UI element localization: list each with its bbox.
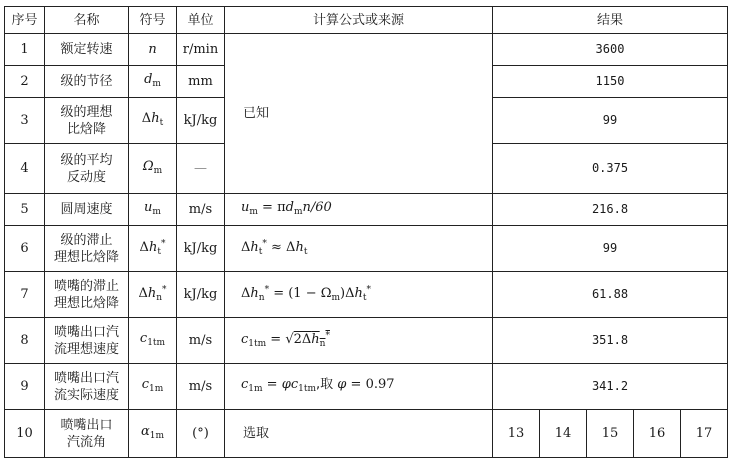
row-index: 5 [5,194,45,226]
result-option: 15 [587,410,634,458]
row-name-line2: 流理想速度 [53,341,119,357]
row-name-line2: 理想比焓降 [53,295,119,311]
row-result: 99 [493,98,728,144]
table-row [5,364,728,410]
table-row [5,410,728,458]
row-index: 6 [5,226,45,272]
table-row [5,194,728,226]
row-formula: $\Delta h_n^* = (1 - \Omega_m)\Delta h_t^*$ [225,272,493,318]
row-symbol: $u_m$ [129,194,177,226]
row-symbol: $c_{1m}$ [129,364,177,410]
row-name [45,226,129,272]
row-unit: m/s [177,194,225,226]
row-unit: (°) [177,410,225,458]
row-index: 1 [5,34,45,66]
row-name-line1: 级的滞止 [60,232,113,248]
row-result: 3600 [493,34,728,66]
row-formula: $\Delta h_t^* \approx \Delta h_t$ [225,226,493,272]
row-name-line2: 反动度 [66,169,106,185]
row-unit: kJ/kg [177,98,225,144]
row-unit: m/s [177,318,225,364]
row-name: 圆周速度 [45,194,129,226]
header-index: 序号 [5,7,45,34]
table-row [5,34,728,66]
header-result: 结果 [493,7,728,34]
header-unit: 单位 [177,7,225,34]
header-formula: 计算公式或来源 [225,7,493,34]
row-symbol: $\Delta h_t$ [129,98,177,144]
row-name-line2: 流实际速度 [53,387,119,403]
row-name [45,272,129,318]
header-name: 名称 [45,7,129,34]
row-index: 3 [5,98,45,144]
row-symbol: $\Delta h_t^*$ [129,226,177,272]
parameter-table [4,6,728,458]
row-unit: kJ/kg [177,272,225,318]
row-name-line1: 级的理想 [60,104,113,120]
row-unit: m/s [177,364,225,410]
row-name-line1: 喷嘴出口 [60,417,113,433]
row-result: 351.8 [493,318,728,364]
row-name-line2: 汽流角 [66,434,106,450]
row-symbol: $\alpha_{1m}$ [129,410,177,458]
row-name-line1: 喷嘴的滞止 [53,278,119,294]
row-symbol: n [129,34,177,66]
result-option: 13 [493,410,540,458]
row-name-line2: 比焓降 [66,121,106,137]
result-option: 17 [681,410,728,458]
row-name [45,364,129,410]
row-result: 341.2 [493,364,728,410]
row-unit: mm [177,66,225,98]
row-result: 99 [493,226,728,272]
row-result: 0.375 [493,144,728,194]
row-name: 额定转速 [45,34,129,66]
row-source: 选取 [225,410,493,458]
row-formula: $u_m = \pi d_mn/60$ [225,194,493,226]
row-formula: $c_{1tm} = √2\Delta h_n^*$ [225,318,493,364]
row-unit: — [177,144,225,194]
row-result: 1150 [493,66,728,98]
table-row [5,272,728,318]
row-name: 级的节径 [45,66,129,98]
result-option: 14 [540,410,587,458]
row-name-line1: 喷嘴出口汽 [53,370,119,386]
row-name-line2: 理想比焓降 [53,249,119,265]
row-name-line1: 喷嘴出口汽 [53,324,119,340]
table-row [5,226,728,272]
row-unit: kJ/kg [177,226,225,272]
row-name [45,410,129,458]
row-result: 61.88 [493,272,728,318]
row-index: 2 [5,66,45,98]
row-name [45,318,129,364]
header-symbol: 符号 [129,7,177,34]
row-symbol: $d_m$ [129,66,177,98]
row-index: 9 [5,364,45,410]
row-symbol: $c_{1tm}$ [129,318,177,364]
table-row [5,318,728,364]
row-index: 7 [5,272,45,318]
row-name-line1: 级的平均 [60,152,113,168]
row-name [45,144,129,194]
result-option: 16 [634,410,681,458]
row-index: 10 [5,410,45,458]
row-index: 8 [5,318,45,364]
row-symbol: $\Omega_m$ [129,144,177,194]
row-formula: $c_{1m} = \varphi c_{1tm}$,取 φ = 0.97 [225,364,493,410]
row-symbol: $\Delta h_n^*$ [129,272,177,318]
row-index: 4 [5,144,45,194]
row-result: 216.8 [493,194,728,226]
row-name [45,98,129,144]
header-row [5,7,728,34]
row-unit: r/min [177,34,225,66]
known-source: 已知 [225,34,493,194]
